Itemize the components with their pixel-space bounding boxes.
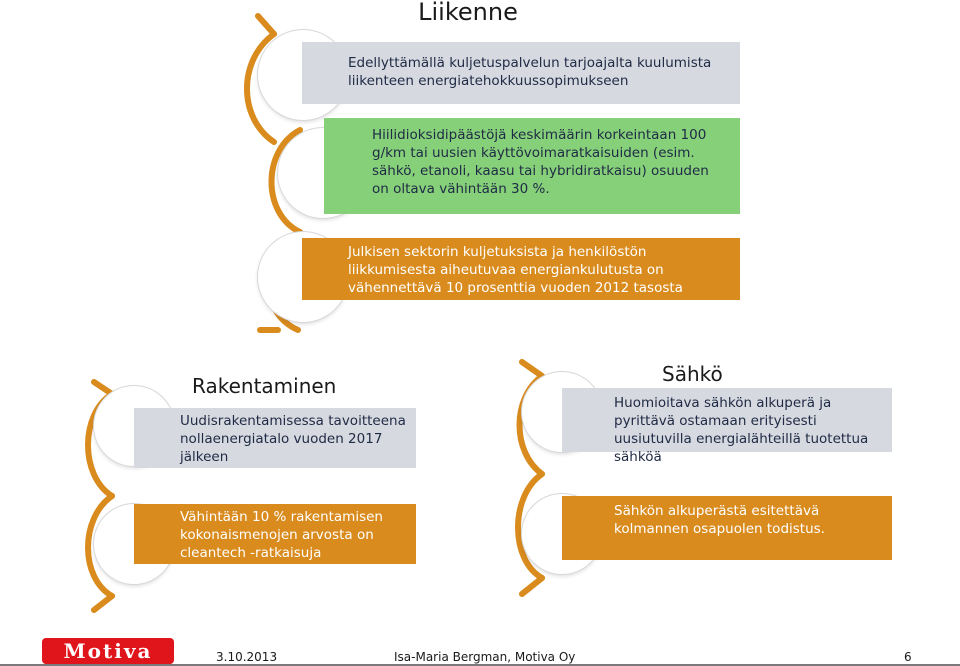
construction-heading: Rakentaminen [192, 374, 337, 398]
footer-page-number: 6 [904, 650, 912, 664]
traffic-item-2 [324, 118, 740, 214]
electricity-heading: Sähkö [662, 362, 723, 386]
traffic-item-1 [302, 42, 740, 104]
traffic-item-2-text: Hiilidioksidipäästöjä keskimäärin korkeintaan 100 g/km tai uusien käyttövoimaratkaisuiden (esim. sähkö, etanoli, kaasu tai hybridiratkaisu) osuuden on oltava vähintään 30 %. [372, 127, 709, 197]
electricity-item-1 [562, 388, 892, 465]
construction-item-2 [134, 504, 416, 564]
electricity-item-2 [562, 496, 892, 560]
traffic-item-3-text: Julkisen sektorin kuljetuksista ja henkilöstön liikkumisesta aiheutuvaa energiankulutusta on vähennettävä 10 prosenttia vuoden 2012 tasosta vuoteen 2015 mennessä [348, 244, 683, 314]
footer-author: Isa-Maria Bergman, Motiva Oy [394, 650, 576, 664]
construction-item-1-text: Uudisrakentamisessa tavoitteena nollaenergiatalo vuoden 2017 jälkeen [180, 413, 406, 465]
construction-item-1 [134, 408, 416, 468]
page-title: Liikenne [418, 0, 518, 26]
traffic-item-1-text: Edellyttämällä kuljetuspalvelun tarjoajalta kuulumista liikenteen energiatehokkuussopimukseen [348, 55, 712, 89]
motiva-logo: Motiva [42, 638, 174, 664]
electricity-item-1-text: Huomioitava sähkön alkuperä ja pyrittävä ostamaan erityisesti uusiutuvilla energialähteillä tuotettua sähköä [614, 395, 869, 465]
traffic-item-3 [302, 238, 740, 314]
electricity-item-2-text: Sähkön alkuperästä esitettävä kolmannen osapuolen todistus. [614, 503, 825, 537]
footer-date: 3.10.2013 [216, 650, 278, 664]
construction-item-2-text: Vähintään 10 % rakentamisen kokonaismenojen arvosta on cleantech -ratkaisuja [180, 509, 383, 561]
